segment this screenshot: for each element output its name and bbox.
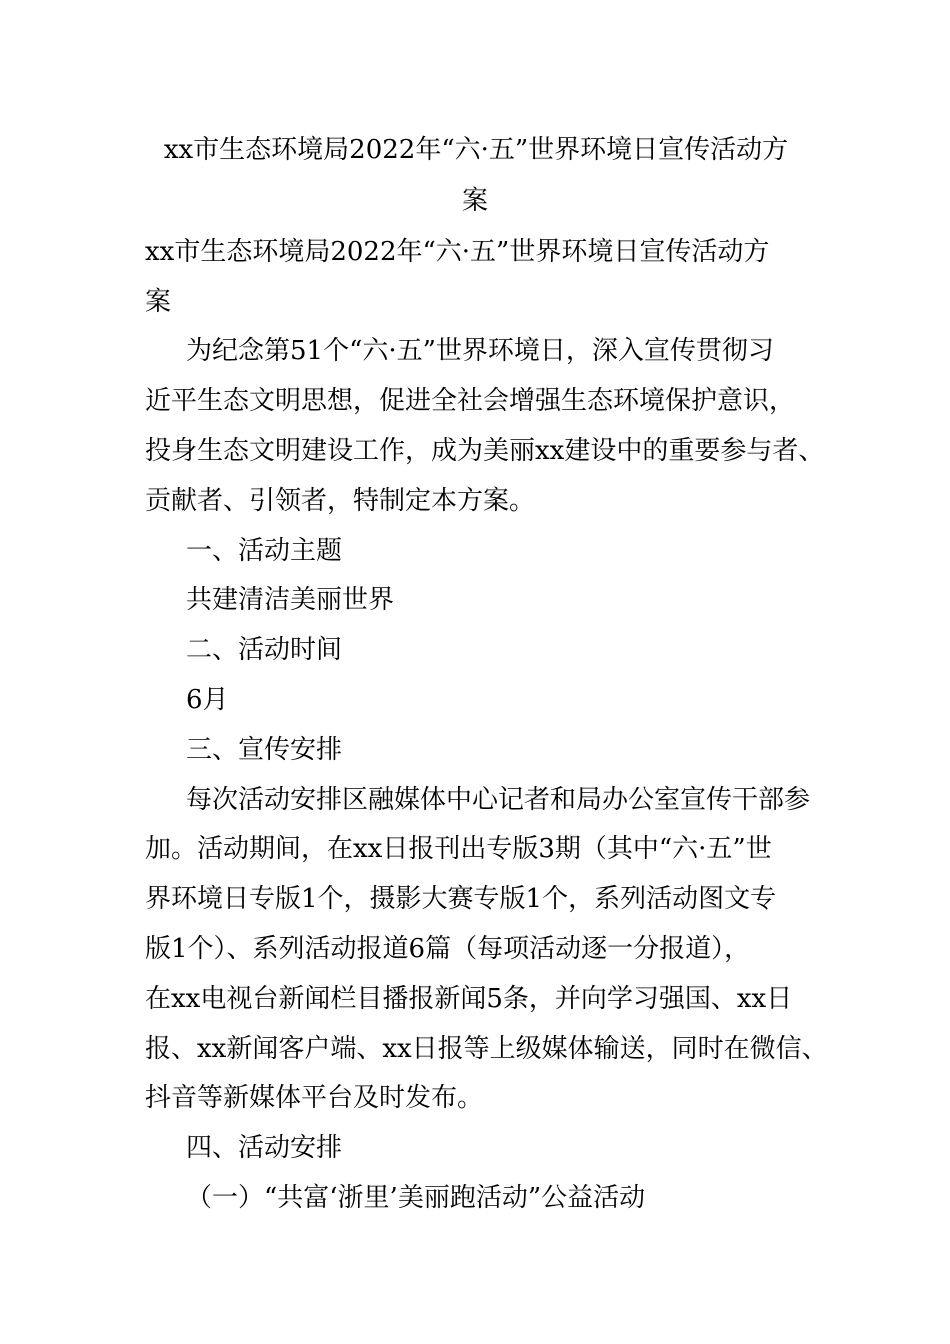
section-3-line-5: 在xx电视台新闻栏目播报新闻5条，并向学习强国、xx日 [145, 984, 793, 1014]
section-3-line-7: 抖音等新媒体平台及时发布。 [145, 1083, 484, 1113]
section-3-line-4: 版1个）、系列活动报道6篇（每项活动逐一分报道）， [145, 934, 751, 964]
document-title-line-1: xx市生态环境局2022年“六·五”世界环境日宣传活动方 [163, 135, 789, 165]
section-1-content: 共建清洁美丽世界 [186, 585, 395, 615]
title-repeat-line-1: xx市生态环境局2022年“六·五”世界环境日宣传活动方 [145, 237, 770, 267]
section-4-subheading: （一）“共富‘浙里’美丽跑活动”公益活动 [186, 1183, 646, 1213]
section-2-content: 6月 [186, 685, 229, 715]
section-3-line-1: 每次活动安排区融媒体中心记者和局办公室宣传干部参 [186, 785, 811, 815]
title-repeat-line-2: 案 [145, 287, 172, 317]
intro-line-1: 为纪念第51个“六·五”世界环境日，深入宣传贯彻习 [186, 336, 774, 366]
intro-line-4: 贡献者、引领者，特制定本方案。 [145, 486, 536, 516]
section-3-line-2: 加。活动期间，在xx日报刊出专版3期（其中“六·五”世 [145, 834, 772, 864]
section-3-line-6: 报、xx新闻客户端、xx日报等上级媒体输送，同时在微信、 [145, 1034, 828, 1064]
intro-line-3: 投身生态文明建设工作，成为美丽xx建设中的重要参与者、 [145, 436, 825, 466]
section-1-heading: 一、活动主题 [186, 536, 343, 566]
section-3-line-3: 界环境日专版1个，摄影大赛专版1个，系列活动图文专 [145, 884, 777, 914]
section-4-heading: 四、活动安排 [186, 1133, 343, 1163]
intro-line-2: 近平生态文明思想，促进全社会增强生态环境保护意识， [145, 386, 796, 416]
document-title-line-2: 案 [461, 186, 488, 216]
section-3-heading: 三、宣传安排 [186, 735, 343, 765]
section-2-heading: 二、活动时间 [186, 635, 343, 665]
